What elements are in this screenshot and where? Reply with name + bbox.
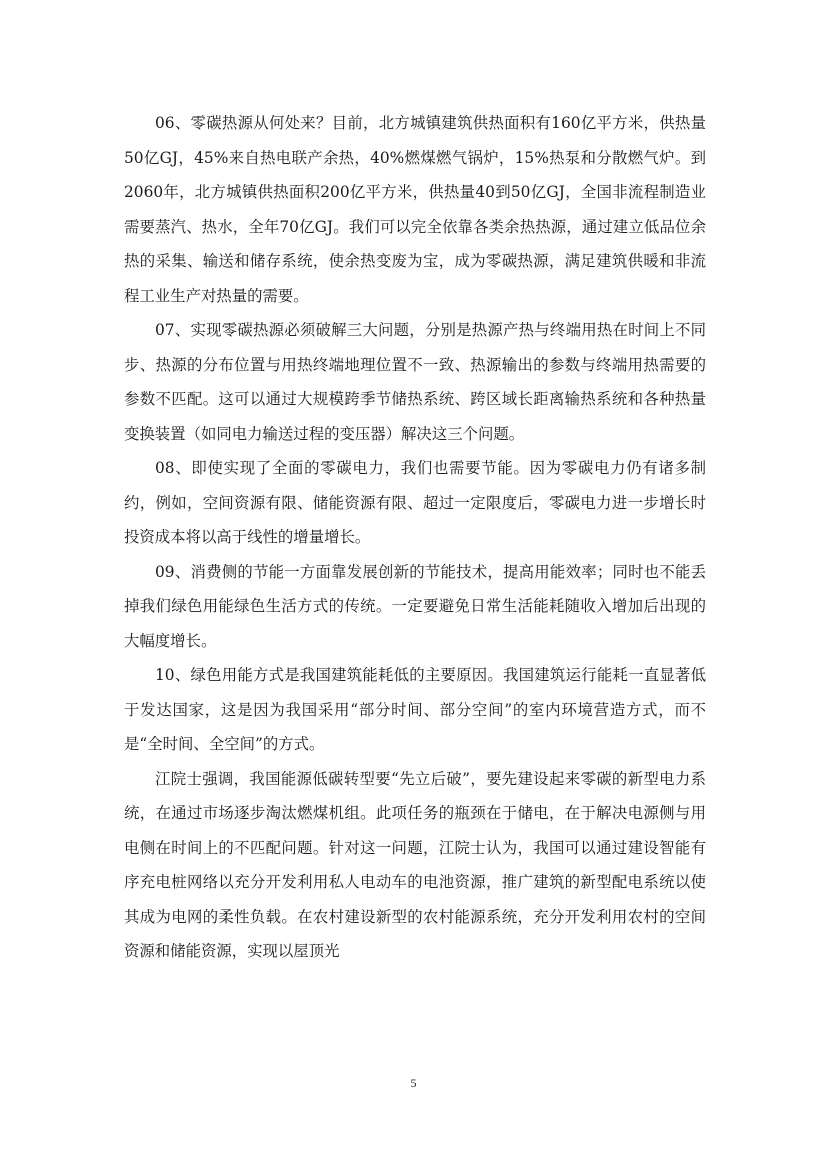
paragraph-06: 06、零碳热源从何处来？目前，北方城镇建筑供热面积有160亿平方米，供热量50亿GJ，45%来自热电联产余热，40%燃煤燃气锅炉，15%热泵和分散燃气炉。到2060年，北方城镇供热面积200亿平方米，供热量40到50亿GJ，全国非流程制造业需要蒸汽、热水，全年70亿GJ。我们可以完全依靠各类余热热源，通过建立低品位余热的采集、输送和储存系统，使余热变废为宝，成为零碳热源，满足建筑供暖和非流程工业生产对热量的需要。: [124, 114, 706, 305]
body-text: [124, 106, 706, 969]
paragraph-08: 08、即使实现了全面的零碳电力，我们也需要节能。因为零碳电力仍有诸多制约，例如，空间资源有限、储能资源有限、超过一定限度后，零碳电力进一步增长时投资成本将以高于线性的增量增长。: [124, 459, 706, 546]
paragraph-academician-remarks: 江院士强调，我国能源低碳转型要“先立后破”，要先建设起来零碳的新型电力系统，在通过市场逐步淘汰燃煤机组。此项任务的瓶颈在于储电，在于解决电源侧与用电侧在时间上的不匹配问题。针对这一问题，江院士认为，我国可以通过建设智能有序充电桩网络以充分开发利用私人电动车的电池资源，推广建筑的新型配电系统以使其成为电网的柔性负载。在农村建设新型的农村能源系统，充分开发利用农村的空间资源和储能资源，实现以屋顶光: [124, 769, 706, 960]
paragraph-10: 10、绿色用能方式是我国建筑能耗低的主要原因。我国建筑运行能耗一直显著低于发达国家，这是因为我国采用“部分时间、部分空间”的室内环境营造方式，而不是“全时间、全空间”的方式。: [124, 666, 706, 753]
paragraph-09: 09、消费侧的节能一方面靠发展创新的节能技术，提高用能效率；同时也不能丢掉我们绿色用能绿色生活方式的传统。一定要避免日常生活能耗随收入增加后出现的大幅度增长。: [124, 562, 706, 650]
paragraph-07: 07、实现零碳热源必须破解三大问题，分别是热源产热与终端用热在时间上不同步、热源的分布位置与用热终端地理位置不一致、热源输出的参数与终端用热需要的参数不匹配。这可以通过大规模跨季节储热系统、跨区域长距离输热系统和各种热量变换装置（如同电力输送过程的变压器）解决这三个问题。: [124, 321, 706, 443]
page-number: 5: [410, 1076, 417, 1090]
